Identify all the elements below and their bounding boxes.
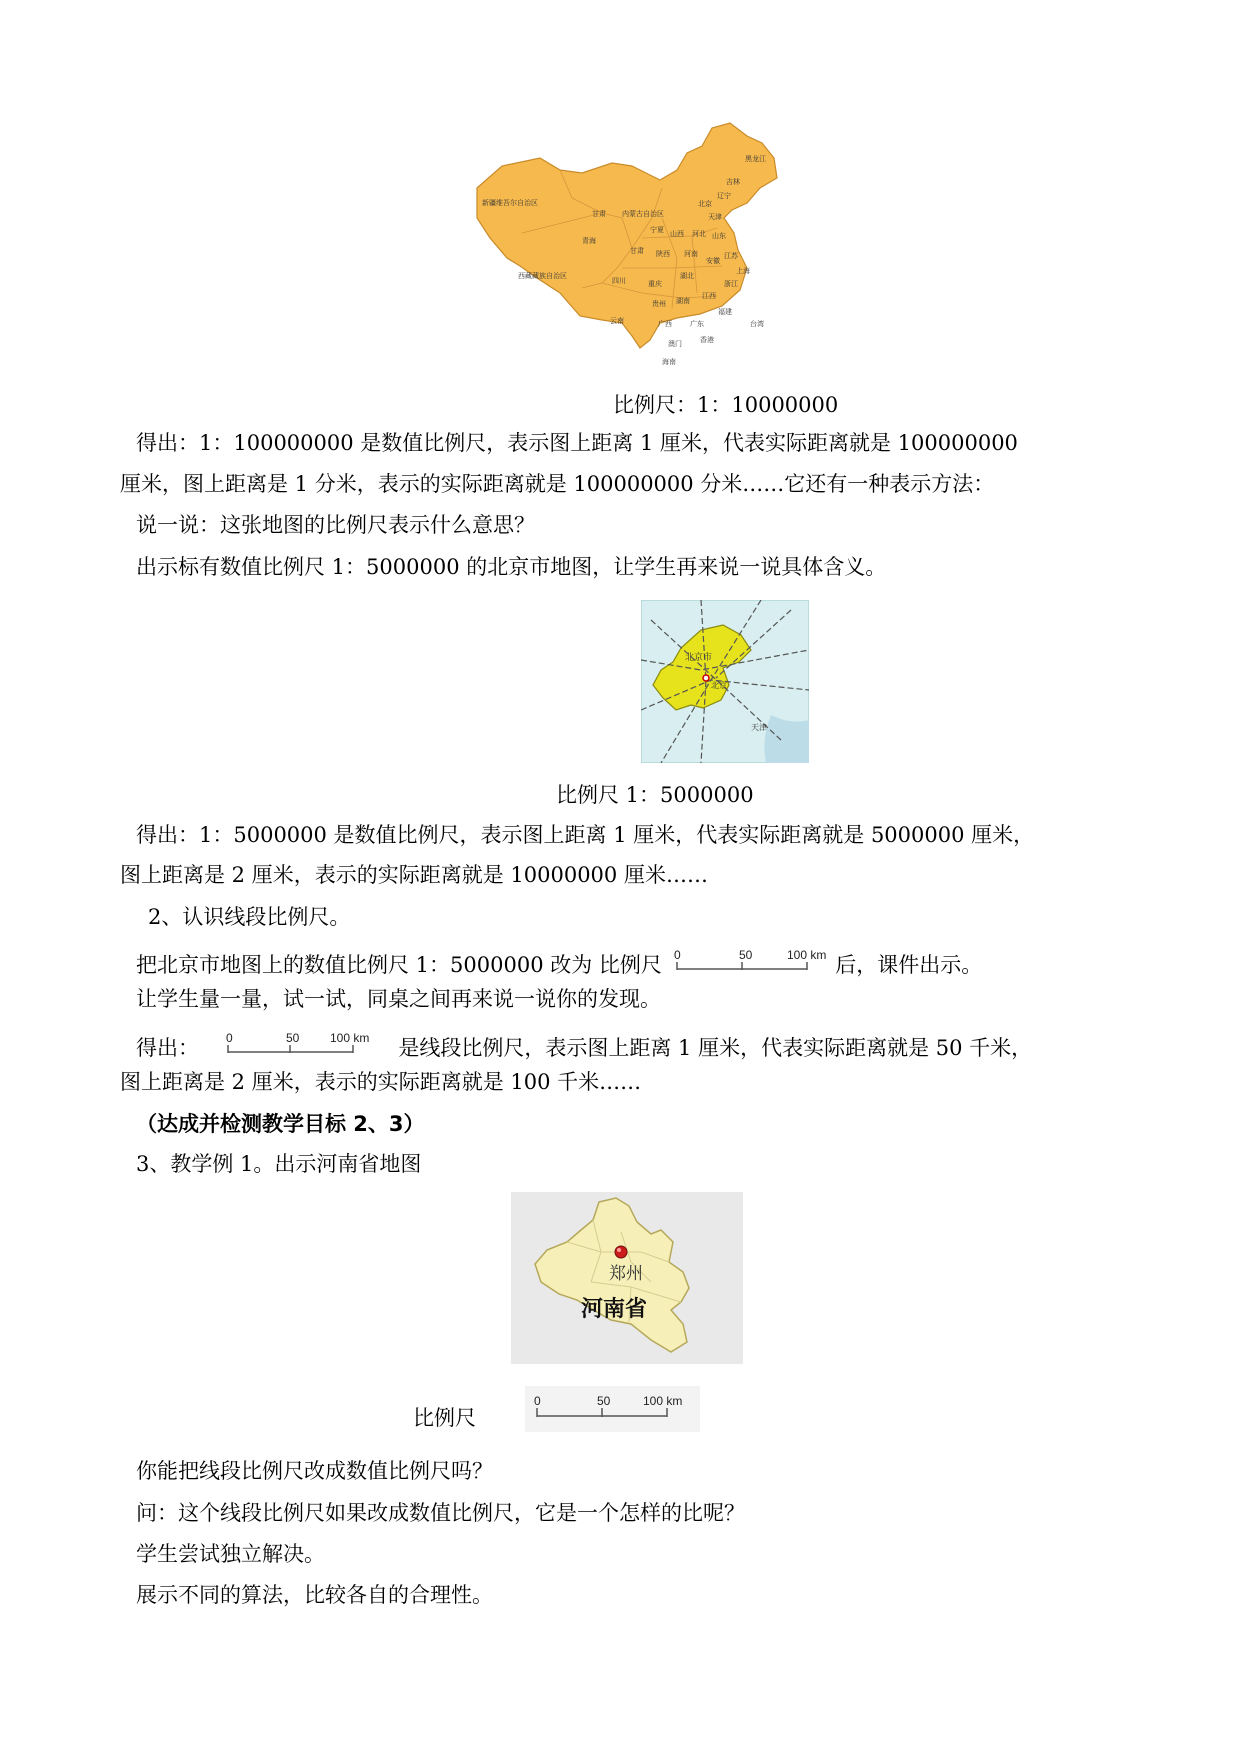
- province-label: 甘肃: [630, 247, 644, 255]
- map-label: 天津: [751, 723, 767, 732]
- scale-tick-label: 100 km: [643, 1394, 683, 1408]
- scale-tick-label: 100 km: [786, 948, 826, 962]
- city-label-zhengzhou: 郑州: [609, 1264, 643, 1284]
- conclusion-line: 图上距离是 2 厘米，表示的实际距离就是 100 千米……: [120, 1070, 642, 1094]
- conclusion-line: 得出：1：100000000 是数值比例尺，表示图上距离 1 厘米，代表实际距离就是 100000000: [136, 431, 1018, 455]
- scale-tick-label: 100 km: [329, 1031, 370, 1045]
- province-label: 河北: [692, 230, 706, 238]
- line-scale-bar: [218, 1027, 388, 1072]
- province-label: 内蒙古自治区: [622, 210, 664, 218]
- map-label: 北京市: [685, 653, 713, 663]
- conclusion-line: 图上距离是 2 厘米，表示的实际距离就是 10000000 厘米……: [120, 863, 708, 887]
- province-label: 重庆: [648, 280, 662, 288]
- china-map: [462, 118, 792, 376]
- scale-tick-label: 50: [738, 948, 752, 962]
- province-label: 山东: [712, 232, 726, 240]
- province-label: 青海: [582, 237, 596, 245]
- scale-tick-label: 50: [285, 1031, 300, 1045]
- svg-text:0: 0: [534, 1394, 541, 1408]
- instruction-line: 出示标有数值比例尺 1：5000000 的北京市地图，让学生再来说一说具体含义。: [136, 555, 887, 579]
- province-label: 天津: [708, 213, 722, 221]
- province-label: 海南: [662, 358, 676, 366]
- change-text-before: 把北京市地图上的数值比例尺 1：5000000 改为 比例尺: [136, 953, 662, 977]
- province-label: 北京: [698, 200, 712, 208]
- province-label: 四川: [612, 277, 626, 285]
- svg-text:0: 0: [673, 948, 681, 962]
- conclusion-rest: 是线段比例尺，表示图上距离 1 厘米，代表实际距离就是 50 千米，: [398, 1036, 1033, 1060]
- conclusion-line: 厘米，图上距离是 1 分米，表示的实际距离就是 100000000 分米……它还有一种表示方法：: [120, 472, 995, 496]
- section-heading: 3、教学例 1。出示河南省地图: [136, 1152, 422, 1176]
- province-label-henan: 河南省: [581, 1297, 648, 1322]
- province-label: 安徽: [706, 257, 720, 265]
- question-line: 你能把线段比例尺改成数值比例尺吗？: [136, 1459, 493, 1483]
- china-map-caption: 比例尺：1：10000000: [613, 393, 839, 417]
- beijing-map: [641, 600, 809, 763]
- instruction-line: 展示不同的算法，比较各自的合理性。: [136, 1583, 493, 1607]
- instruction-line: 让学生量一量，试一试，同桌之间再来说一说你的发现。: [136, 987, 661, 1011]
- instruction-line: 学生尝试独立解决。: [136, 1542, 325, 1566]
- province-label: 上海: [736, 267, 750, 275]
- province-label: 河南: [684, 250, 698, 258]
- line-scale-bar: [525, 1386, 700, 1432]
- line-scale-bar: [669, 944, 829, 989]
- province-label: 广西: [658, 320, 672, 328]
- province-label: 黑龙江: [745, 155, 766, 163]
- change-text-after: 后，课件出示。: [835, 953, 983, 977]
- province-label: 江西: [702, 292, 716, 300]
- province-label: 陕西: [656, 250, 670, 258]
- province-label: 广东: [690, 320, 704, 328]
- question-line: 问：这个线段比例尺如果改成数值比例尺，它是一个怎样的比呢？: [136, 1501, 745, 1525]
- province-label: 云南: [610, 317, 624, 325]
- section-heading: 2、认识线段比例尺。: [148, 905, 351, 929]
- conclusion-line: 得出：1：5000000 是数值比例尺，表示图上距离 1 厘米，代表实际距离就是 5000000 厘米，: [136, 823, 1035, 847]
- beijing-map-caption: 比例尺 1：5000000: [556, 783, 754, 807]
- province-label: 山西: [670, 230, 684, 238]
- province-label: 台湾: [750, 320, 764, 328]
- change-line: [136, 944, 982, 989]
- henan-map: [511, 1192, 743, 1364]
- province-label: 贵州: [652, 300, 666, 308]
- province-label: 辽宁: [717, 192, 731, 200]
- province-label: 湖北: [680, 272, 694, 280]
- province-label: 江苏: [724, 252, 738, 260]
- goal-line: （达成并检测教学目标 2、3）: [136, 1112, 425, 1136]
- conclusion-prefix: 得出：: [136, 1036, 199, 1060]
- province-label: 澳门: [668, 340, 682, 348]
- province-label: 新疆维吾尔自治区: [482, 199, 538, 207]
- prompt-line: 说一说：这张地图的比例尺表示什么意思？: [136, 513, 535, 537]
- henan-scale-caption: 比例尺: [413, 1406, 476, 1430]
- svg-text:0: 0: [225, 1031, 233, 1045]
- conclusion-line: [136, 1027, 1032, 1072]
- map-label: 北京: [711, 681, 727, 690]
- province-label: 浙江: [724, 280, 738, 288]
- province-label: 宁夏: [650, 226, 664, 234]
- province-label: 香港: [700, 336, 714, 344]
- province-label: 吉林: [726, 178, 740, 186]
- province-label: 湖南: [676, 297, 690, 305]
- province-label: 福建: [718, 308, 732, 316]
- province-label: 甘肃: [592, 210, 606, 218]
- scale-tick-label: 50: [597, 1394, 611, 1408]
- province-label: 西藏藏族自治区: [518, 272, 567, 280]
